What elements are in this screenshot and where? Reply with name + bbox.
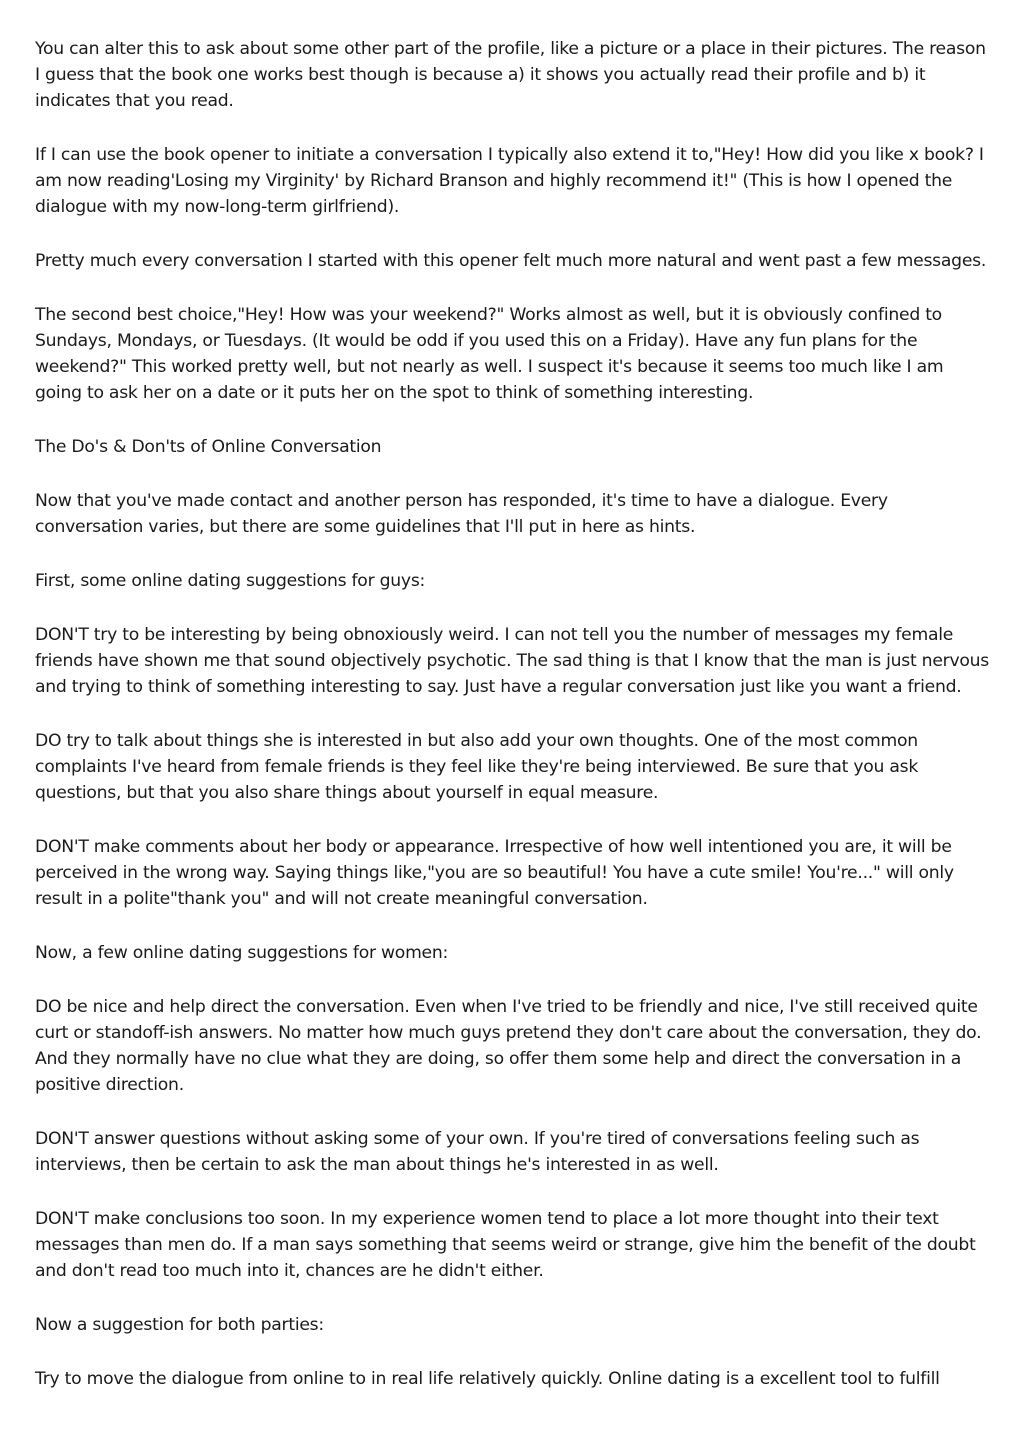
paragraph-move-dialogue: Try to move the dialogue from online to in real life relatively quickly. Online dating is a excellent tool to fulfill (35, 1369, 940, 1389)
paragraph-second-best-choice: The second best choice,"Hey! How was your weekend?" Works almost as well, but it is obviously confined to Sundays, Mondays, or Tuesdays. (It would be odd if you used this on a Friday). Have any fun plans for the weekend?" This worked pretty well, but not nearly as well. I suspect it's because it seems too much like I am going to ask her on a date or it puts her on the spot to think of something interesting. (35, 305, 944, 403)
paragraph-natural-conversation: Pretty much every conversation I started with this opener felt much more natural and went past a few messages. (35, 251, 987, 271)
paragraph-suggestions-guys-intro: First, some online dating suggestions for guys: (35, 571, 426, 591)
paragraph-dont-comment-body: DON'T make comments about her body or appearance. Irrespective of how well intentioned you are, it will be perceived in the wrong way. Saying things like,"you are so beautiful! You have a cute smile! You're..." will only result in a polite"thank you" and will not create meaningful conversation. (35, 837, 954, 909)
paragraph-dont-conclusions: DON'T make conclusions too soon. In my experience women tend to place a lot more thought into their text messages than men do. If a man says something that seems weird or strange, give him the benefit of the doubt and don't read too much into it, chances are he didn't either. (35, 1209, 976, 1281)
section-heading-dos-donts: The Do's & Don'ts of Online Conversation (35, 437, 382, 457)
paragraph-both-parties-intro: Now a suggestion for both parties: (35, 1315, 324, 1335)
document-body (35, 36, 993, 1420)
paragraph-dont-answer-without-asking: DON'T answer questions without asking some of your own. If you're tired of conversations feeling such as interviews, then be certain to ask the man about things he's interested in as well. (35, 1129, 920, 1175)
paragraph-book-opener: If I can use the book opener to initiate a conversation I typically also extend it to,"Hey! How did you like x book? I am now reading'Losing my Virginity' by Richard Branson and highly recommend it!" (This is how I opened the dialogue with my now-long-term girlfriend). (35, 145, 984, 217)
paragraph-do-talk-interests: DO try to talk about things she is interested in but also add your own thoughts. One of the most common complaints I've heard from female friends is they feel like they're being interviewed. Be sure that you ask questions, but that you also share things about yourself in equal measure. (35, 731, 919, 803)
paragraph-do-be-nice: DO be nice and help direct the conversation. Even when I've tried to be friendly and nice, I've still received quite curt or standoff-ish answers. No matter how much guys pretend they don't care about the conversation, they do. And they normally have no clue what they are doing, so offer them some help and direct the conversation in a positive direction. (35, 997, 982, 1095)
paragraph-suggestions-women-intro: Now, a few online dating suggestions for women: (35, 943, 449, 963)
paragraph-dont-weird: DON'T try to be interesting by being obnoxiously weird. I can not tell you the number of messages my female friends have shown me that sound objectively psychotic. The sad thing is that I know that the man is just nervous and trying to think of something interesting to say. Just have a regular conversation just like you want a friend. (35, 625, 990, 697)
paragraph-alter-opener: You can alter this to ask about some other part of the profile, like a picture or a place in their pictures. The reason I guess that the book one works best though is because a) it shows you actually read their profile and b) it indicates that you read. (35, 39, 986, 111)
paragraph-made-contact: Now that you've made contact and another person has responded, it's time to have a dialogue. Every conversation varies, but there are some guidelines that I'll put in here as hints. (35, 491, 888, 537)
